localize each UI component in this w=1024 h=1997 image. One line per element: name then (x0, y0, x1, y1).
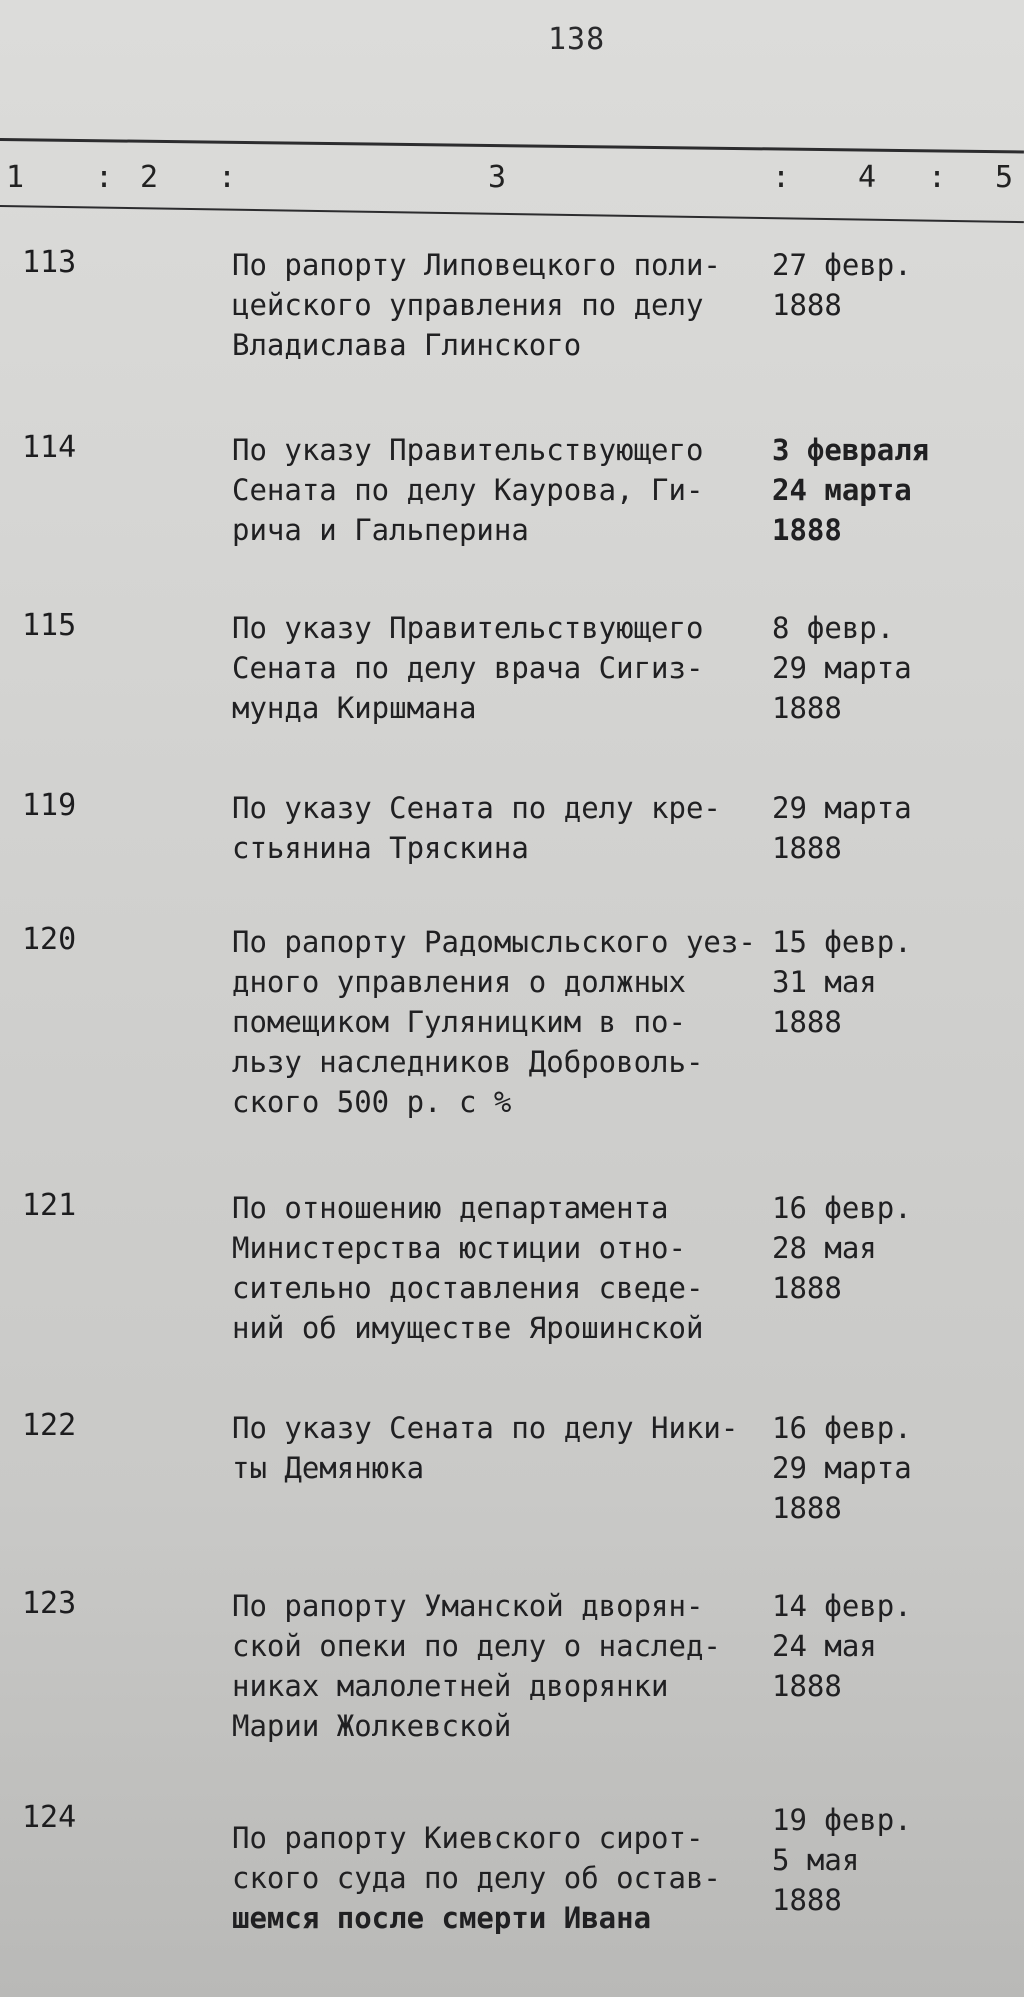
description-line: льзу наследников Доброволь- (232, 1045, 704, 1079)
column-separator: : (95, 160, 114, 195)
entry-description (232, 1818, 752, 1938)
entry-dates (772, 1188, 1022, 1308)
description-line: ского суда по делу об остав- (232, 1861, 721, 1895)
date-line: 8 февр. (772, 611, 895, 645)
entry-dates (772, 1408, 1022, 1528)
description-line: никах малолетней дворянки (232, 1669, 669, 1703)
entry-number: 122 (22, 1408, 77, 1443)
column-header-2: 2 (140, 160, 159, 195)
date-line: 31 мая (772, 965, 877, 999)
date-line: 1888 (772, 288, 842, 322)
entry-description (232, 430, 752, 550)
description-line: По рапорту Киевского сирот- (232, 1821, 704, 1855)
description-line: стьянина Тряскина (232, 831, 529, 865)
entry-number: 119 (22, 788, 77, 823)
column-separator: : (928, 160, 947, 195)
description-line: ского 500 р. с % (232, 1085, 512, 1119)
description-line: По рапорту Липовецкого поли- (232, 248, 721, 282)
date-line: 29 марта (772, 651, 912, 685)
column-header-3: 3 (488, 160, 507, 195)
description-line: Министерства юстиции отно- (232, 1231, 686, 1265)
description-line: цейского управления по делу (232, 288, 704, 322)
description-line: ний об имуществе Ярошинской (232, 1311, 704, 1345)
date-line: 1888 (772, 1669, 842, 1703)
entry-dates (772, 922, 1022, 1042)
entry-description (232, 1188, 752, 1348)
description-line: Сената по делу врача Сигиз- (232, 651, 704, 685)
entry-number: 113 (22, 245, 77, 280)
description-line: помещиком Гуляницким в по- (232, 1005, 686, 1039)
entry-dates (772, 430, 1022, 550)
date-line: 1888 (772, 691, 842, 725)
entry-dates (772, 788, 1022, 868)
description-line: По указу Сената по делу Ники- (232, 1411, 739, 1445)
entry-number: 121 (22, 1188, 77, 1223)
description-line: ты Демянюка (232, 1451, 425, 1485)
entry-description (232, 922, 756, 1122)
entry-number: 114 (22, 430, 77, 465)
date-line: 1888 (772, 513, 842, 547)
description-line: По отношению департамента (232, 1191, 669, 1225)
column-separator: : (772, 160, 791, 195)
description-line: ской опеки по делу о наслед- (232, 1629, 721, 1663)
date-line: 5 мая (772, 1843, 860, 1877)
date-line: 16 февр. (772, 1411, 912, 1445)
entry-number: 120 (22, 922, 77, 957)
entry-dates (772, 245, 1022, 325)
entry-description (232, 1586, 752, 1746)
header-rule-top (0, 138, 1024, 154)
date-line: 15 февр. (772, 925, 912, 959)
description-line: Марии Жолкевской (232, 1709, 512, 1743)
description-line: По рапорту Радомысльского уез- (232, 925, 756, 959)
description-line: сительно доставления сведе- (232, 1271, 704, 1305)
entry-number: 123 (22, 1586, 77, 1621)
page-number: 138 (548, 22, 606, 57)
column-separator: : (218, 160, 237, 195)
description-line: рича и Гальперина (232, 513, 529, 547)
date-line: 3 февраля (772, 433, 930, 467)
date-line: 28 мая (772, 1231, 877, 1265)
column-header-5: 5 (995, 160, 1014, 195)
entry-dates (772, 1800, 1022, 1920)
entry-description (232, 245, 752, 365)
date-line: 24 марта (772, 473, 912, 507)
date-line: 29 марта (772, 791, 912, 825)
description-line: По указу Сената по делу кре- (232, 791, 721, 825)
entry-description (232, 1408, 752, 1488)
date-line: 1888 (772, 1491, 842, 1525)
entry-dates (772, 1586, 1022, 1706)
entry-number: 124 (22, 1800, 77, 1835)
entry-description (232, 788, 752, 868)
date-line: 24 мая (772, 1629, 877, 1663)
date-line: 1888 (772, 1005, 842, 1039)
date-line: 1888 (772, 831, 842, 865)
date-line: 29 марта (772, 1451, 912, 1485)
description-line: По рапорту Уманской дворян- (232, 1589, 704, 1623)
description-line: Сената по делу Каурова, Ги- (232, 473, 704, 507)
date-line: 14 февр. (772, 1589, 912, 1623)
entry-dates (772, 608, 1022, 728)
date-line: 1888 (772, 1271, 842, 1305)
column-header-4: 4 (858, 160, 877, 195)
date-line: 16 февр. (772, 1191, 912, 1225)
date-line: 19 февр. (772, 1803, 912, 1837)
date-line: 27 февр. (772, 248, 912, 282)
column-header-row (0, 160, 1024, 200)
description-line: По указу Правительствующего (232, 433, 704, 467)
date-line: 1888 (772, 1883, 842, 1917)
description-line: Владислава Глинского (232, 328, 582, 362)
entry-description (232, 608, 752, 728)
header-rule-bottom (0, 205, 1024, 223)
description-line: дного управления о должных (232, 965, 686, 999)
description-line: шемся после смерти Ивана (232, 1901, 652, 1935)
description-line: По указу Правительствующего (232, 611, 704, 645)
entry-number: 115 (22, 608, 77, 643)
column-header-1: 1 (6, 160, 25, 195)
description-line: мунда Киршмана (232, 691, 477, 725)
